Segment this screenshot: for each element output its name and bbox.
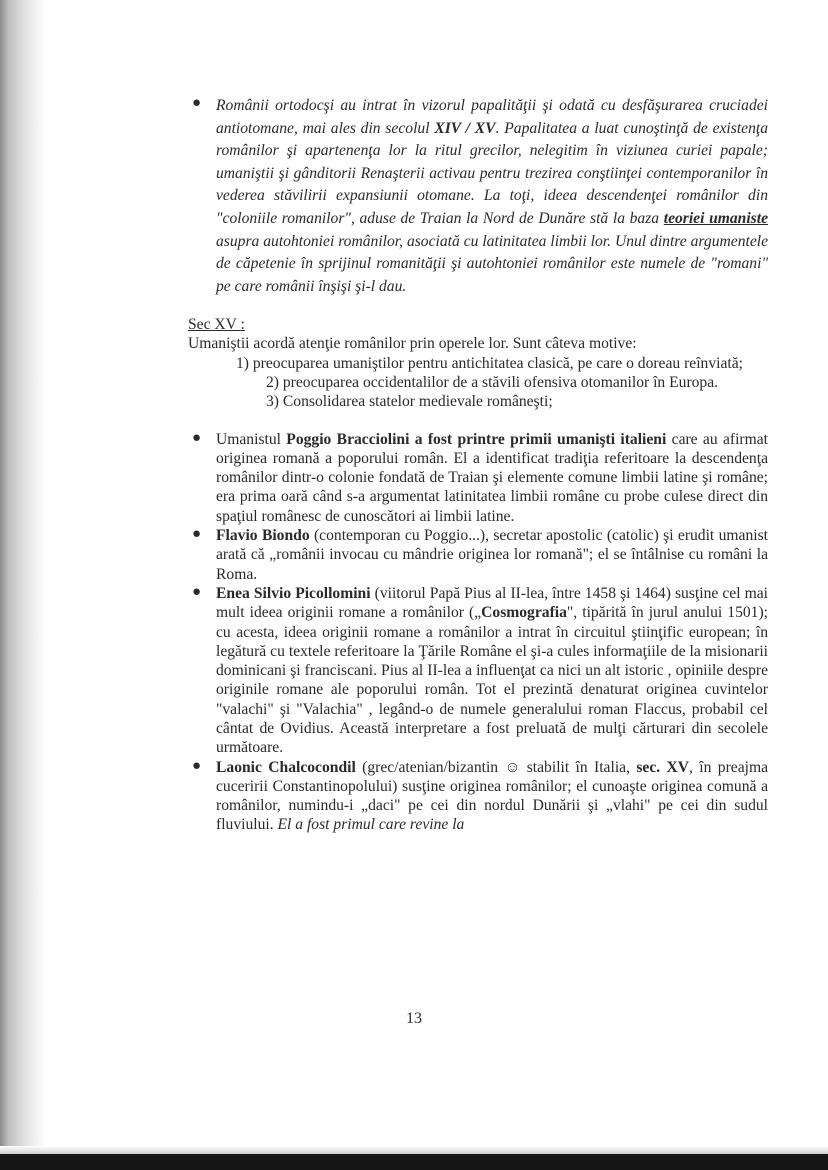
bullet-icon: ● xyxy=(192,95,202,111)
teoria-umanista-term: teoriei umaniste xyxy=(663,209,768,227)
section-heading: Sec XV : xyxy=(188,316,245,334)
list-item-chalcocondil: ● Laonic Chalcocondil (grec/atenian/bizantin ☺ stabilit în Italia, sec. XV, în preajma cuceririi Constantinopolului) susţine originea românilor; el cunoaşte originea comună a românilor, numindu-i „daci" pe cei din nordul Dunării şi „vlahi" pe cei din sudul fluviului. El a fost primul care revine la xyxy=(192,757,768,834)
motive-1: 1) preocuparea umaniştilor pentru antichitatea clasică, pe care o doreau reînviată; xyxy=(236,354,743,372)
scan-edge-fade xyxy=(0,1146,828,1154)
bullet-icon: ● xyxy=(192,757,202,774)
scan-bottom-edge xyxy=(0,1154,828,1170)
list-item-piccolomini: ● Enea Silvio Picollomini (viitorul Papă Pius al II-lea, între 1458 şi 1464) susţine cel mai mult ideea originii romane a românilor („Cosmografia", tipărită în jurul anului 1501); cu acesta, ideea originii romane a românilor a intrat în circuitul ştiinţific european; în legătură cu textele referitoare la Ţările Române el şi-a cules informaţiile de la misionarii dominicani şi franciscani. Pius al II-lea a influenţat ca nici un alt istoric , opiniile despre originile romane ale poporului român. Tot el prezintă denaturat originea cuvintelor "valachi" şi "Valachia" , legând-o de numele generalului roman Flaccus, probabil cel cântat de Ovidius. Această interpretare a fost preluată de mulţi cărturari din secolele următoare. xyxy=(192,583,768,757)
list-item-poggio: ● Umanistul Poggio Bracciolini a fost printre primii umanişti italieni care au afirmat originea romană a poporului român. El a identificat tradiţia referitoare la descendenţa românilor dintr-o colonie fondată de Traian şi elemente comune limbii latine şi române; era prima oară când s-a argumentat latinitatea limbii române cu probe culese direct din spaţiul românesc de cunoscători ai limbii latine. xyxy=(192,429,768,525)
list-item-papalitate xyxy=(188,95,768,298)
list-item-biondo: ● Flavio Biondo (contemporan cu Poggio...), secretar apostolic (catolic) şi erudit umanist arată că „românii invocau cu mândrie originea lor romană"; el se întâlnise cu români la Roma. xyxy=(192,526,769,583)
section-intro: Umaniştii acordă atenţie românilor prin operele lor. Sunt câteva motive: xyxy=(188,335,637,353)
century-label: XIV / XV xyxy=(434,119,496,137)
page-number: 13 xyxy=(406,1010,422,1027)
bullet-icon: ● xyxy=(192,583,202,600)
bullet-icon: ● xyxy=(192,429,202,446)
binding-shadow xyxy=(0,0,46,1150)
motive-3: 3) Consolidarea statelor medievale româneşti; xyxy=(266,393,553,411)
motive-2: 2) preocuparea occidentalilor de a stăvili ofensiva otomanilor în Europa. xyxy=(266,373,719,391)
paragraph-papalitate: Românii ortodocşi au intrat în vizorul papalităţii şi odată cu desfăşurarea cruciadei antiotomane, mai ales din secolul XIV / XV. Papalitatea a luat cunoştinţă de existenţa românilor şi apartenenţa lor la ritul grecilor, nelegitim în viziunea curiei papale; umaniştii şi gânditorii Renaşterii activau pentru trezirea conştiinţei contemporanilor în vederea stăvilirii expansiunii otomane. La toţi, ideea descendenţei românilor din "coloniile romanilor", aduse de Traian la Nord de Dunăre stă la baza teoriei umaniste asupra autohtoniei românilor, asociată cu latinitatea limbii lor. Unul dintre argumentele de căpetenie în sprijinul romanităţii şi autohtoniei românilor este numele de "romani" pe care românii înşişi şi-l dau. xyxy=(216,97,769,295)
bullet-icon: ● xyxy=(192,526,202,543)
page-content xyxy=(188,95,768,835)
